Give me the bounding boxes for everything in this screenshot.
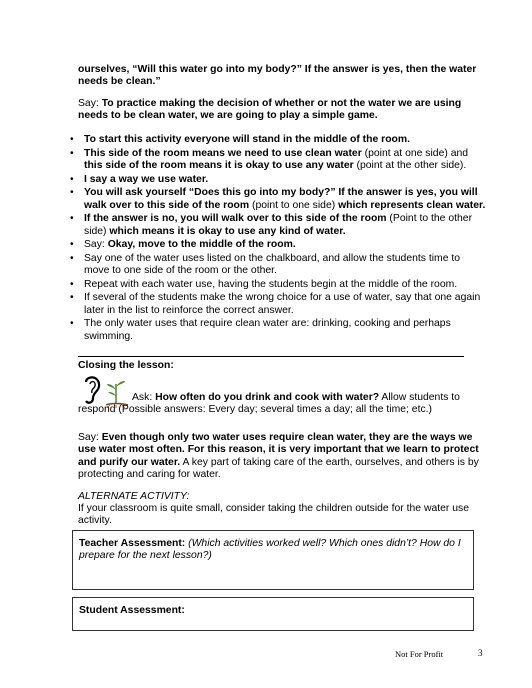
step-text: If the answer is no, you will walk over to this side of the room	[84, 213, 387, 225]
step-text: To start this activity everyone will stand in the middle of the room.	[84, 134, 411, 145]
step-text: I say a way we use water.	[84, 173, 209, 185]
ask-prefix: Ask:	[132, 392, 156, 403]
step-note: (point at one side) and	[361, 147, 469, 159]
list-item: • You will ask yourself “Does this go into my body?” If the answer is yes, you will walk over to this side of the room (point to one side) which represents clean water.	[70, 187, 486, 211]
list-item: • To start this activity everyone will stand in the middle of the room.	[70, 134, 411, 145]
list-item: • The only water uses that require clean water are: drinking, cooking and perhaps swimming.	[70, 318, 451, 342]
say-paragraph	[78, 98, 488, 123]
step-note: Say:	[84, 239, 108, 251]
step-text: This side of the room means we need to use clean water	[84, 147, 362, 159]
footer-text: Not For Profit	[395, 649, 444, 659]
activity-steps-list	[66, 134, 488, 344]
step-text: Okay, move to the middle of the room.	[107, 239, 296, 251]
step-note: If several of the students make the wrong choice for a use of water, say that one again later in the list to reinforce the correct answer.	[84, 292, 481, 316]
step-note: Repeat with each water use, having the students begin at the middle of the room.	[84, 278, 458, 290]
page-number: 3	[478, 648, 483, 658]
say-prefix: Say:	[78, 98, 102, 109]
teacher-assessment-box	[72, 530, 474, 590]
step-text: You will ask yourself “Does this go into my body?” If the answer is yes, you will walk over to this side of the room	[84, 187, 478, 211]
say-bold-text: Even though only two water uses require clean water, they are the ways we use water most often. For this reason, it is very important that we learn to protect and purify our water.	[78, 432, 479, 468]
step-note: (Point to the other side)	[84, 213, 473, 237]
step-text: this side of the room means it is okay to use any water	[84, 160, 354, 171]
ask-question: How often do you drink and cook with water?	[155, 392, 380, 403]
list-item: • Repeat with each water use, having the students begin at the middle of the room.	[70, 278, 458, 290]
alternate-text: If your classroom is quite small, consider taking the children outside for the water use activity.	[78, 503, 469, 527]
list-item: • Say one of the water uses listed on the chalkboard, and allow the students time to move to one side of the room or the other.	[70, 252, 461, 277]
list-item: • I say a way we use water.	[70, 173, 209, 185]
closing-say-paragraph	[78, 432, 488, 482]
say-rest-text: A key part of taking care of the earth, ourselves, and others is by protecting and caring for water.	[78, 456, 479, 481]
ask-paragraph	[78, 392, 488, 417]
step-text: which represents clean water.	[338, 199, 486, 211]
teacher-assessment-prompt: (Which activities worked well? Which ones didn’t? How do I prepare for the next lesson?)	[79, 538, 461, 562]
list-item: • This side of the room means we need to use clean water (point at one side) and this side of the room means it is okay to use any water (point at the other side).	[70, 147, 469, 171]
ask-instructions: Allow students to respond (Possible answers: Every day; several times a day; all the time; etc.)	[78, 392, 460, 416]
step-note: (point at the other side).	[353, 160, 467, 171]
step-note: Say one of the water uses listed on the chalkboard, and allow the students time to move to one side of the room or the other.	[84, 252, 461, 277]
list-item: • If the answer is no, you will walk over to this side of the room (Point to the other side) which means it is okay to use any kind of water.	[70, 213, 473, 237]
step-note: The only water uses that require clean water are: drinking, cooking and perhaps swimming.	[84, 318, 451, 342]
student-assessment-label: Student Assessment:	[79, 605, 185, 616]
student-assessment-box	[72, 597, 474, 631]
section-divider	[78, 356, 464, 357]
step-note: (point to one side)	[249, 199, 339, 211]
list-item: • If several of the students make the wrong choice for a use of water, say that one again later in the list to reinforce the correct answer.	[70, 292, 481, 316]
say-text: To practice making the decision of whether or not the water we are using needs to be clean water, we are going to play a simple game.	[78, 98, 462, 122]
step-text: which means it is okay to use any kind of water.	[109, 225, 346, 237]
closing-heading: Closing the lesson:	[78, 360, 174, 371]
say-prefix: Say:	[78, 432, 102, 443]
intro-quote: ourselves, “Will this water go into my body?” If the answer is yes, then the water needs be clean.”	[78, 64, 477, 88]
teacher-assessment-label: Teacher Assessment:	[79, 538, 186, 549]
list-item: • Say: Okay, move to the middle of the room.	[70, 239, 296, 251]
alternate-heading: ALTERNATE ACTIVITY:	[78, 491, 190, 502]
